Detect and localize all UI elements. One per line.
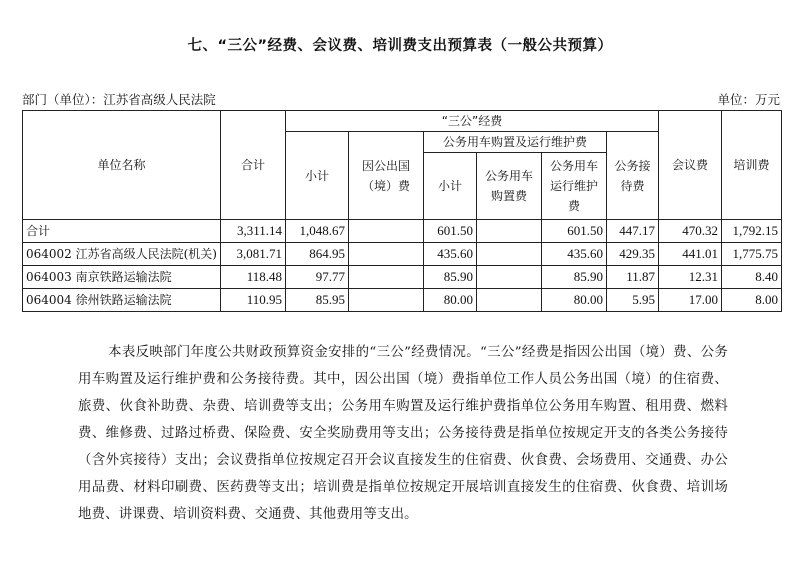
cell-training: 1,775.75: [722, 243, 782, 266]
explanation-paragraph: [78, 339, 728, 528]
header-vehicle-running: 公务用车运行维护费: [542, 153, 607, 220]
cell-vehicle-subtotal: 601.50: [424, 220, 477, 243]
cell-name: 合计: [23, 220, 221, 243]
cell-reception: 447.17: [607, 220, 659, 243]
cell-reception: 11.87: [607, 266, 659, 289]
cell-total: 118.48: [221, 266, 286, 289]
cell-subtotal: 85.95: [286, 289, 349, 312]
cell-vehicle-purchase: [477, 220, 542, 243]
cell-abroad: [349, 220, 424, 243]
header-total: 合计: [221, 111, 286, 220]
header-vehicle-purchase: 公务用车购置费: [477, 153, 542, 220]
header-vehicle-group: 公务用车购置及运行维护费: [424, 132, 607, 153]
cell-training: 8.00: [722, 289, 782, 312]
cell-name: 064003 南京铁路运输法院: [23, 266, 221, 289]
cell-subtotal: 97.77: [286, 266, 349, 289]
cell-name: 064004 徐州铁路运输法院: [23, 289, 221, 312]
budget-table: [22, 110, 782, 312]
page-title: 七、“三公”经费、会议费、培训费支出预算表（一般公共预算）: [187, 38, 613, 54]
cell-total: 3,311.14: [221, 220, 286, 243]
cell-abroad: [349, 289, 424, 312]
cell-vehicle-purchase: [477, 266, 542, 289]
cell-training: 1,792.15: [722, 220, 782, 243]
header-meeting: 会议费: [659, 111, 722, 220]
cell-vehicle-subtotal: 85.90: [424, 266, 477, 289]
cell-subtotal: 1,048.67: [286, 220, 349, 243]
table-row: [23, 220, 782, 243]
table-row: [23, 289, 782, 312]
cell-reception: 5.95: [607, 289, 659, 312]
cell-meeting: 441.01: [659, 243, 722, 266]
explanation-text: 本表反映部门年度公共财政预算资金安排的“三公”经费情况。“三公”经费是指因公出国（境）费、公务用车购置及运行维护费和公务接待费。其中，因公出国（境）费指单位工作人员公务出国（境）的住宿费、旅费、伙食补助费、杂费、培训费等支出；公务用车购置及运行维护费指单位公务用车购置、租用费、燃料费、维修费、过路过桥费、保险费、安全奖励费用等支出；公务接待费是指单位按规定开支的各类公务接待（含外宾接待）支出；会议费指单位按规定召开会议直接发生的住宿费、伙食费、会场费用、交通费、办公用品费、材料印刷费、医药费等支出；培训费是指单位按规定开展培训直接发生的住宿费、伙食费、培训场地费、讲课费、培训资料费、交通费、其他费用等支出。: [78, 345, 728, 522]
cell-meeting: 470.32: [659, 220, 722, 243]
cell-subtotal: 864.95: [286, 243, 349, 266]
cell-vehicle-purchase: [477, 289, 542, 312]
cell-vehicle-running: 85.90: [542, 266, 607, 289]
budget-table-body: [23, 220, 782, 312]
cell-vehicle-running: 435.60: [542, 243, 607, 266]
cell-vehicle-running: 80.00: [542, 289, 607, 312]
header-reception: 公务接待费: [607, 132, 659, 220]
cell-total: 110.95: [221, 289, 286, 312]
cell-name: 064002 江苏省高级人民法院(机关): [23, 243, 221, 266]
header-vehicle-subtotal: 小计: [424, 153, 477, 220]
cell-training: 8.40: [722, 266, 782, 289]
cell-total: 3,081.71: [221, 243, 286, 266]
cell-vehicle-subtotal: 435.60: [424, 243, 477, 266]
header-unit-name: 单位名称: [23, 111, 221, 220]
header-sangong: “三公”经费: [286, 111, 659, 132]
currency-unit-label: 单位：万元: [717, 92, 780, 107]
department-label: 部门（单位）：江苏省高级人民法院: [22, 92, 216, 107]
table-row: [23, 243, 782, 266]
cell-meeting: 12.31: [659, 266, 722, 289]
cell-meeting: 17.00: [659, 289, 722, 312]
header-subtotal: 小计: [286, 132, 349, 220]
header-abroad: 因公出国（境）费: [349, 132, 424, 220]
header-training: 培训费: [722, 111, 782, 220]
cell-vehicle-running: 601.50: [542, 220, 607, 243]
cell-abroad: [349, 243, 424, 266]
cell-reception: 429.35: [607, 243, 659, 266]
cell-abroad: [349, 266, 424, 289]
table-row: [23, 266, 782, 289]
cell-vehicle-purchase: [477, 243, 542, 266]
cell-vehicle-subtotal: 80.00: [424, 289, 477, 312]
